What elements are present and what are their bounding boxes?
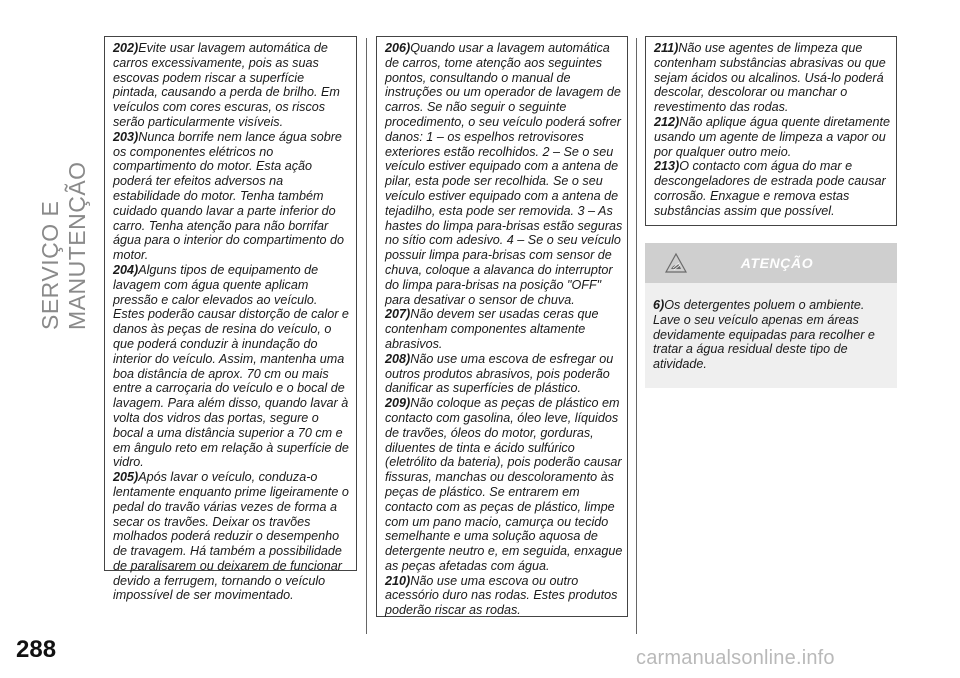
note-212 [654, 115, 892, 159]
note-text: Não use agentes de limpeza que contenham substâncias abrasivas ou que sejam ácidos ou alcalinos. Usá-lo poderá descolar, descolorar ou manchar o revestimento das rodas. [654, 41, 886, 115]
note-text: Não aplique água quente diretamente usando um agente de limpeza a vapor ou por qualquer outro meio. [654, 114, 890, 159]
notes-box-col3 [645, 36, 897, 226]
warning-title: ATENÇÃO [740, 255, 814, 271]
note-text: Não coloque as peças de plástico em contacto com gasolina, óleo leve, líquidos de travões, óleos do motor, gorduras, diluentes de tinta e ácido sulfúrico (eletrólito da bateria), pois poderão causar fissuras, manchas ou descoloramento às peças de plástico. Se entrarem em contacto com as peças de plástico, limpe com um pano macio, camurça ou tecido semelhante e uma solução aquosa de detergente neutro e, em seguida, enxague as peças afetadas com água. [385, 396, 623, 573]
note-text: Quando usar a lavagem automática de carros, tome atenção aos seguintes pontos, consultando o manual de instruções ou um operador de lavagem de carros. Se não seguir o seguinte procedimento, o seu veículo poderá sofrer danos: 1 – os espelhos retrovisores exteriores estão recolhidos. 2 – Se o seu veículo estiver equipado com a antena de pilar, esta pode ser recolhida. Se o seu veículo estiver equipado com a antena de tejadilho, esta pode ser removida. 3 – As hastes do limpa para-brisas estão seguras no sítio com adesivo. 4 – Se o seu veículo possuir limpa para-brisas com sensor de chuva, coloque a alavanca do interruptor do limpa para-brisas na posição "OFF" para desativar o sensor de chuva. [385, 41, 623, 307]
warning-note [653, 298, 889, 372]
note-206 [385, 41, 623, 307]
note-204 [113, 263, 352, 470]
note-208 [385, 352, 623, 396]
note-text: Alguns tipos de equipamento de lavagem com água quente aplicam pressão e calor elevados ao veículo. Estes poderão causar distorção de calor e danos às peças de resina do veículo, o que poderá conduzir à inundação do interior do veículo. Assim, mantenha uma boa distância de aprox. 70 cm ou mais entre a carroçaria do veículo e o bocal de lavagem. Para além disso, quando lavar à volta dos vidros das portas, segure o bocal a uma distância superior a 70 cm e em ângulo reto em relação à superfície de vidro. [113, 262, 349, 470]
note-211 [654, 41, 892, 115]
column-divider [366, 38, 367, 634]
column-divider [636, 38, 637, 634]
environment-icon [665, 252, 687, 274]
note-text: Os detergentes poluem o ambiente. Lave o seu veículo apenas em áreas devidamente equipadas para recolher e tratar a água residual deste tipo de atividade. [653, 298, 875, 372]
warning-header [645, 243, 897, 283]
note-number: 204) [113, 262, 139, 277]
note-number: 205) [113, 470, 139, 485]
note-number: 208) [385, 351, 411, 366]
note-number: 206) [385, 41, 411, 55]
note-213 [654, 159, 892, 218]
note-207 [385, 307, 623, 351]
note-text: Após lavar o veículo, conduza-o lentamente enquanto prime ligeiramente o pedal do travão várias vezes de forma a secar os travões. Deixar os travões molhados poderá reduzir o desempenho de travagem. Há também a possibilidade de paralisarem ou deixarem de funcionar devido a ferrugem, tornando o veículo impossível de ser movimentado. [113, 470, 349, 603]
warning-body [645, 283, 897, 388]
note-number: 212) [654, 114, 680, 129]
section-title [37, 30, 90, 330]
watermark: carmanualsonline.info [636, 647, 835, 669]
note-text: O contacto com água do mar e descongeladores de estrada pode causar corrosão. Enxague e remova estas substâncias assim que possível. [654, 159, 886, 218]
section-title-text: SERVIÇO E MANUTENÇÃO [37, 161, 90, 330]
note-number: 203) [113, 129, 139, 144]
note-number: 211) [654, 41, 679, 55]
note-text: Não devem ser usadas ceras que contenham componentes altamente abrasivos. [385, 307, 599, 351]
note-number: 209) [385, 396, 411, 411]
note-202 [113, 41, 352, 130]
note-text: Não use uma escova de esfregar ou outros produtos abrasivos, pois poderão danificar as superfícies de plástico. [385, 351, 614, 396]
note-210 [385, 574, 623, 618]
notes-box-col2 [376, 36, 628, 617]
notes-box-col1 [104, 36, 357, 603]
note-number: 207) [385, 307, 411, 322]
note-number: 213) [654, 159, 680, 174]
note-209 [385, 396, 623, 574]
note-text: Não use uma escova ou outro acessório duro nas rodas. Estes produtos poderão riscar as rodas. [385, 573, 618, 618]
page-number: 288 [16, 636, 57, 663]
note-text: Evite usar lavagem automática de carros excessivamente, pois as suas escovas podem riscar a superfície pintada, causando a perda de brilho. Em veículos com cores escuras, os riscos serão particularmente visíveis. [113, 41, 340, 129]
note-number: 202) [113, 41, 139, 55]
note-number: 6) [653, 298, 665, 312]
note-205 [113, 470, 352, 603]
note-number: 210) [385, 573, 411, 588]
note-203 [113, 130, 352, 263]
note-text: Nunca borrife nem lance água sobre os componentes elétricos no compartimento do motor. Esta ação poderá ter efeitos adversos na estabilidade do motor. Tenha também cuidado quando lavar a parte inferior do carro. Tenha atenção para não borrifar água para o interior do compartimento do motor. [113, 129, 345, 263]
